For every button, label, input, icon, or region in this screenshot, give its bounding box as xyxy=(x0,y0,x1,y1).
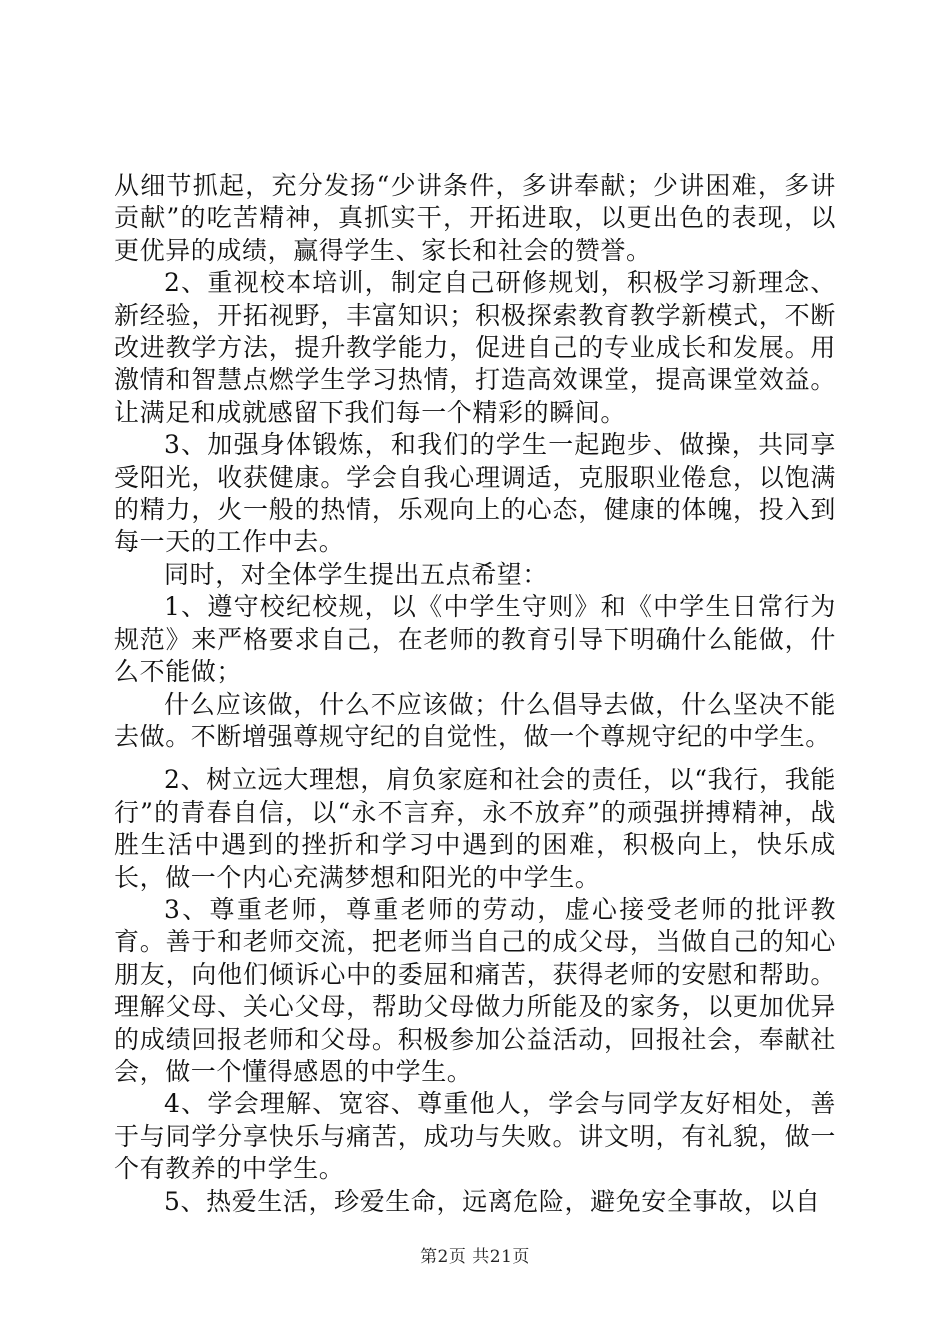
paragraph-student-item-1-continued: 什么应该做，什么不应该做；什么倡导去做，什么坚决不能去做。不断增强尊规守纪的自觉性，做一个尊规守纪的中学生。 xyxy=(114,689,836,751)
paragraph-student-item-2: 2、树立远大理想，肩负家庭和社会的责任，以“我行，我能行”的青春自信，以“永不言弃，永不放弃”的顽强拼搏精神，战胜生活中遇到的挫折和学习中遇到的困难，积极向上，快乐成长，做一个内心充满梦想和阳光的中学生。 xyxy=(114,765,836,892)
paragraph-student-intro: 同时，对全体学生提出五点希望： xyxy=(164,559,549,589)
document-body xyxy=(114,170,836,1218)
page-number-footer: 第2页 共21页 xyxy=(420,1247,530,1267)
paragraph-student-item-4: 4、学会理解、宽容、尊重他人，学会与同学友好相处，善于与同学分享快乐与痛苦，成功与失败。讲文明，有礼貌，做一个有教养的中学生。 xyxy=(114,1089,836,1184)
paragraph-student-item-1: 1、遵守校纪校规，以《中学生守则》和《中学生日常行为规范》来严格要求自己，在老师的教育引导下明确什么能做，什么不能做； xyxy=(114,592,836,687)
paragraph-teacher-item-3: 3、加强身体锻炼，和我们的学生一起跑步、做操，共同享受阳光，收获健康。学会自我心理调适，克服职业倦怠，以饱满的精力，火一般的热情，乐观向上的心态，健康的体魄，投入到每一天的工作中去。 xyxy=(114,430,836,557)
paragraph-student-item-3: 3、尊重老师，尊重老师的劳动，虚心接受老师的批评教育。善于和老师交流，把老师当自己的成父母，当做自己的知心朋友，向他们倾诉心中的委屈和痛苦，获得老师的安慰和帮助。理解父母、关心父母，帮助父母做力所能及的家务，以更加优异的成绩回报老师和父母。积极参加公益活动，回报社会，奉献社会，做一个懂得感恩的中学生。 xyxy=(114,894,836,1086)
paragraph-teacher-item-2: 2、重视校本培训，制定自己研修规划，积极学习新理念、新经验，开拓视野，丰富知识；积极探索教育教学新模式，不断改进教学方法，提升教学能力，促进自己的专业成长和发展。用激情和智慧点燃学生学习热情，打造高效课堂，提高课堂效益。让满足和成就感留下我们每一个精彩的瞬间。 xyxy=(114,268,836,427)
paragraph-continuation: 从细节抓起，充分发扬“少讲条件，多讲奉献；少讲困难，多讲贡献”的吃苦精神，真抓实干，开拓进取，以更出色的表现，以更优异的成绩，赢得学生、家长和社会的赞誉。 xyxy=(114,171,836,265)
paragraph-student-item-5: 5、热爱生活，珍爱生命，远离危险，避免安全事故，以自 xyxy=(164,1186,821,1216)
